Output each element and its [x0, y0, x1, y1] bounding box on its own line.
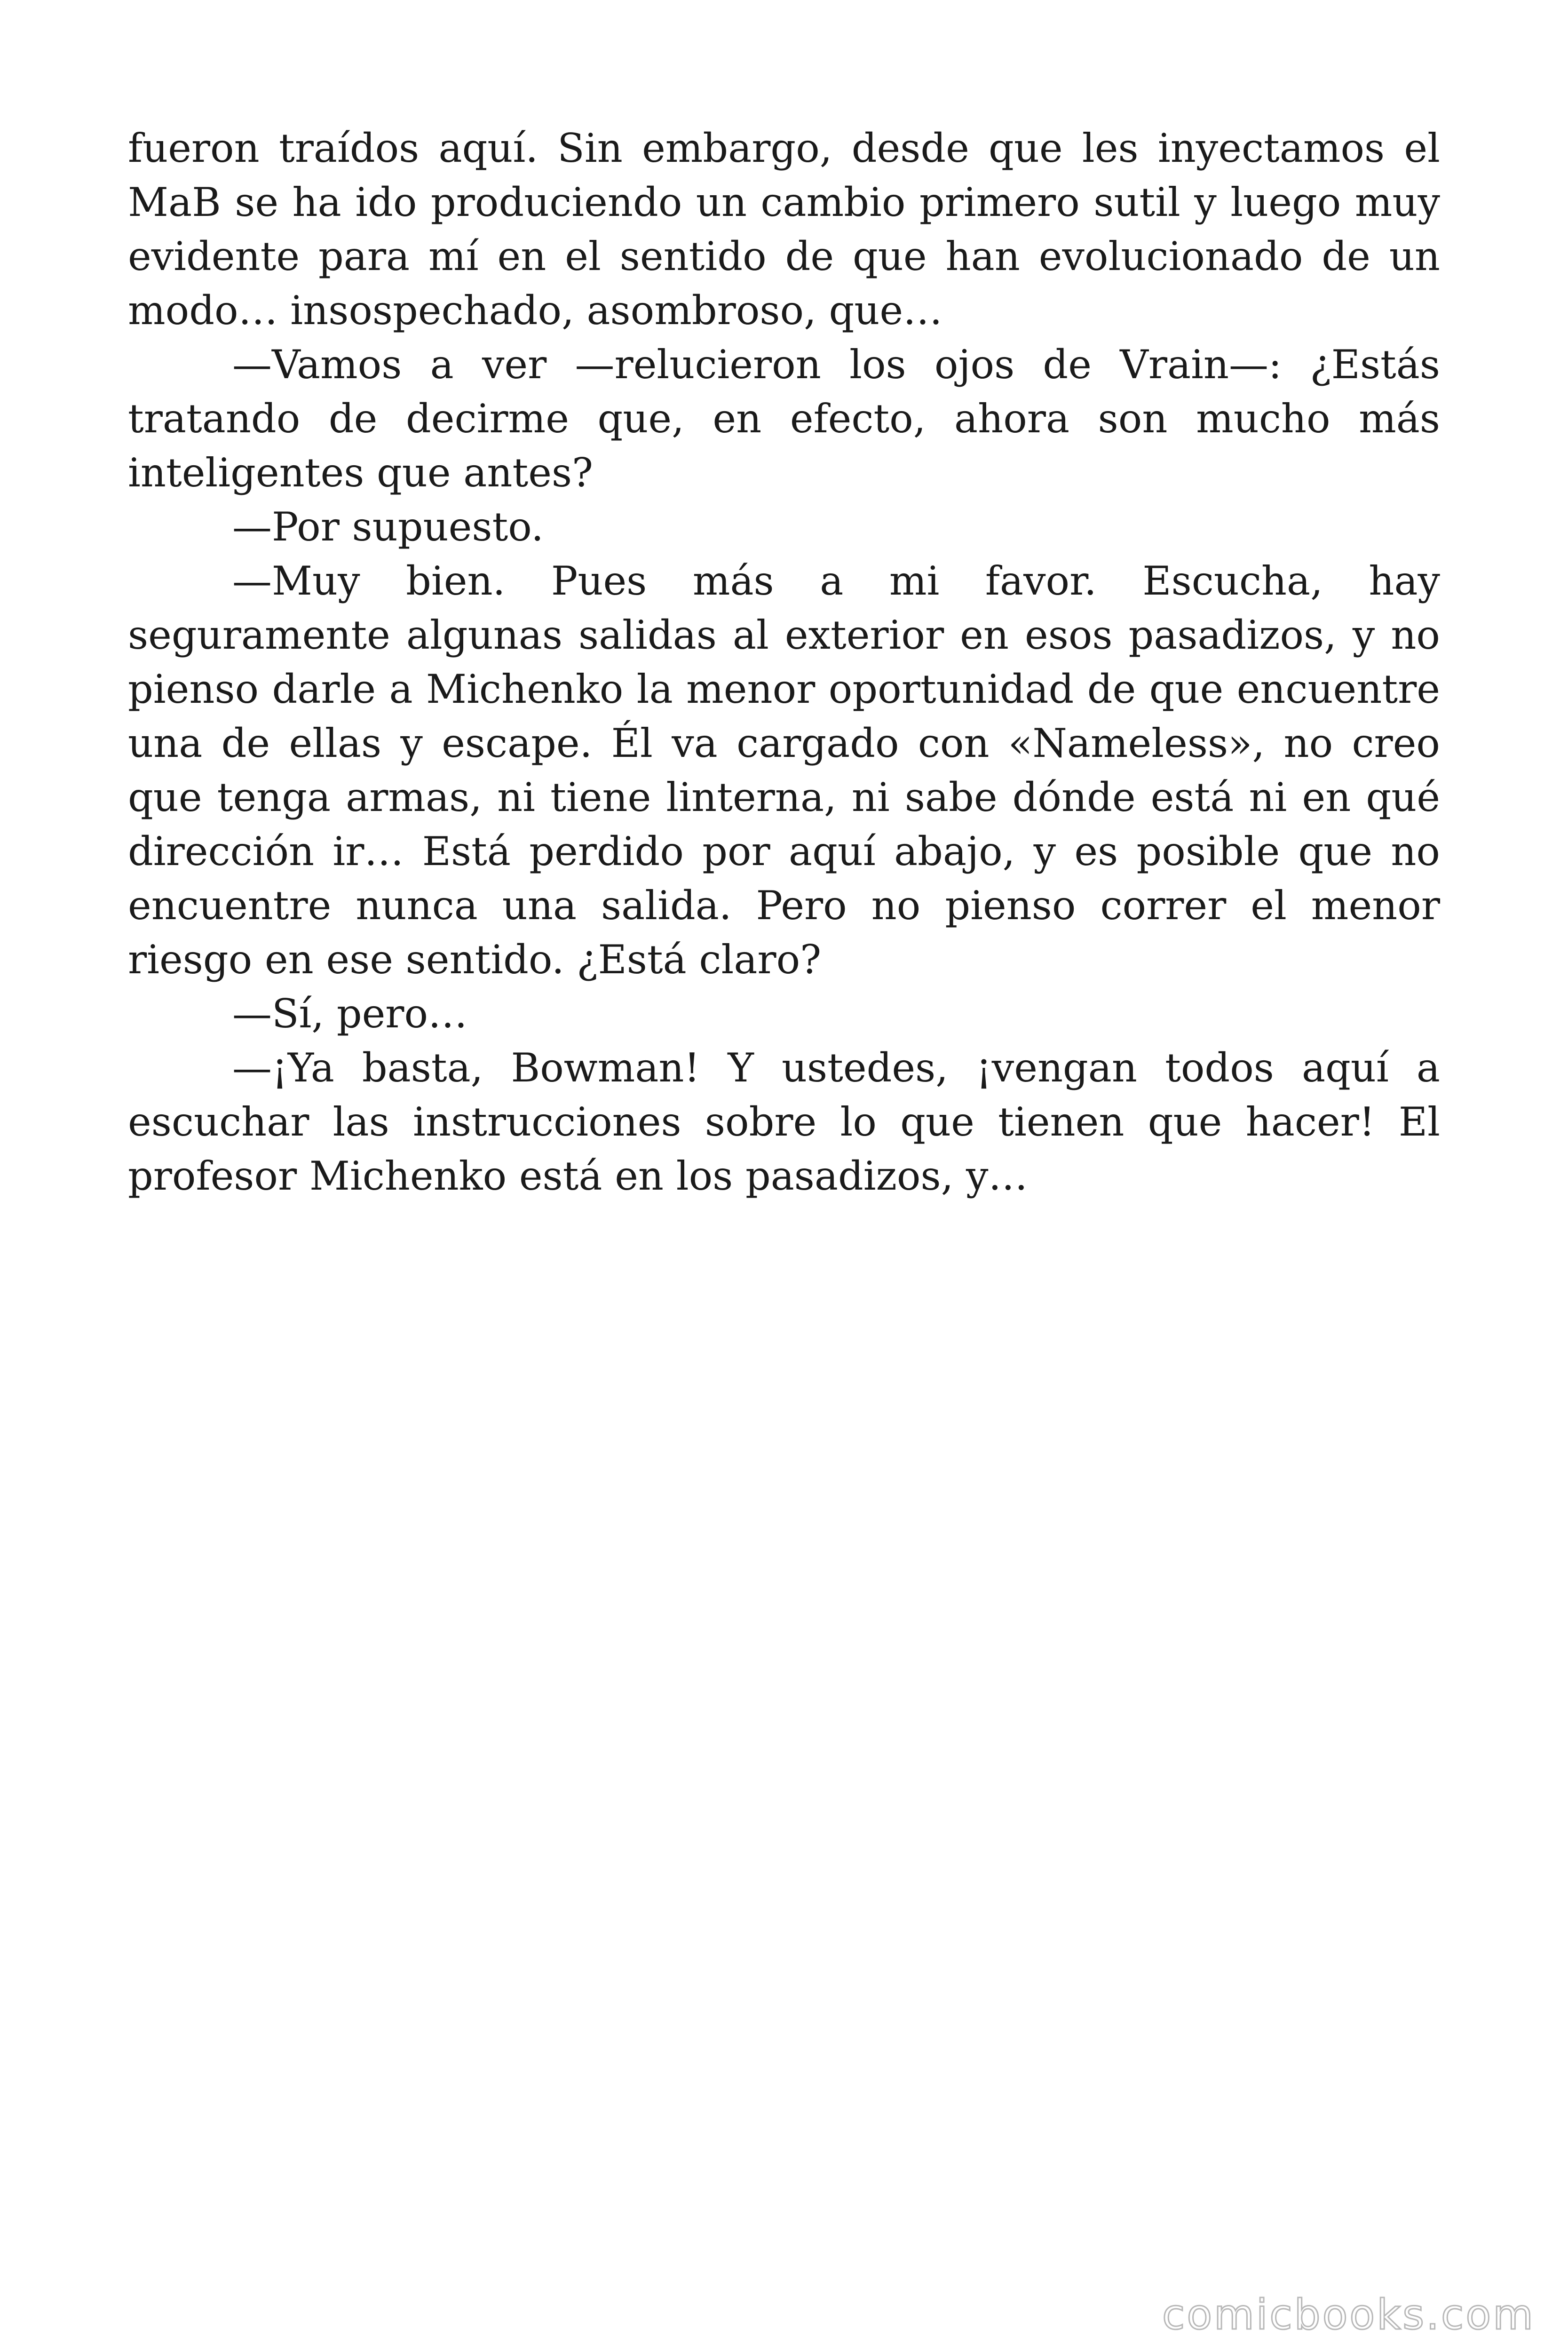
paragraph-dialogue: —Sí, pero… [232, 991, 468, 1037]
paragraph-dialogue: —Muy bien. Pues más a mi favor. Escucha, hay seguramente algunas salidas al exterior en esos pasadizos, y no pienso darle a Michenko la menor oportunidad de que encuentre una de ellas y escape. Él va cargado con «Nameless», no creo que tenga armas, ni tiene linterna, ni sabe dónde está ni en qué dirección ir… Está perdido por aquí abajo, y es posible que no encuentre nunca una salida. Pero no pienso correr el menor riesgo en ese sentido. ¿Está claro? [128, 558, 1440, 983]
paragraph-dialogue: —Vamos a ver —relucieron los ojos de Vrain—: ¿Estás tratando de decirme que, en efecto, ahora son mucho más inteligentes que antes? [128, 342, 1440, 496]
watermark-logo: comicbooks.com [1162, 2290, 1535, 2339]
paragraph-continuation: fueron traídos aquí. Sin embargo, desde que les inyectamos el MaB se ha ido produciendo un cambio primero sutil y luego muy evidente para mí en el sentido de que han evolucionado de un modo… insospechado, asombroso, que… [128, 125, 1440, 334]
paragraph-dialogue: —¡Ya basta, Bowman! Y ustedes, ¡vengan todos aquí a escuchar las instrucciones sobre lo que tienen que hacer! El profesor Michenko está en los pasadizos, y… [128, 1045, 1440, 1199]
paragraph-dialogue: —Por supuesto. [232, 504, 544, 550]
body-text [128, 121, 1440, 1203]
